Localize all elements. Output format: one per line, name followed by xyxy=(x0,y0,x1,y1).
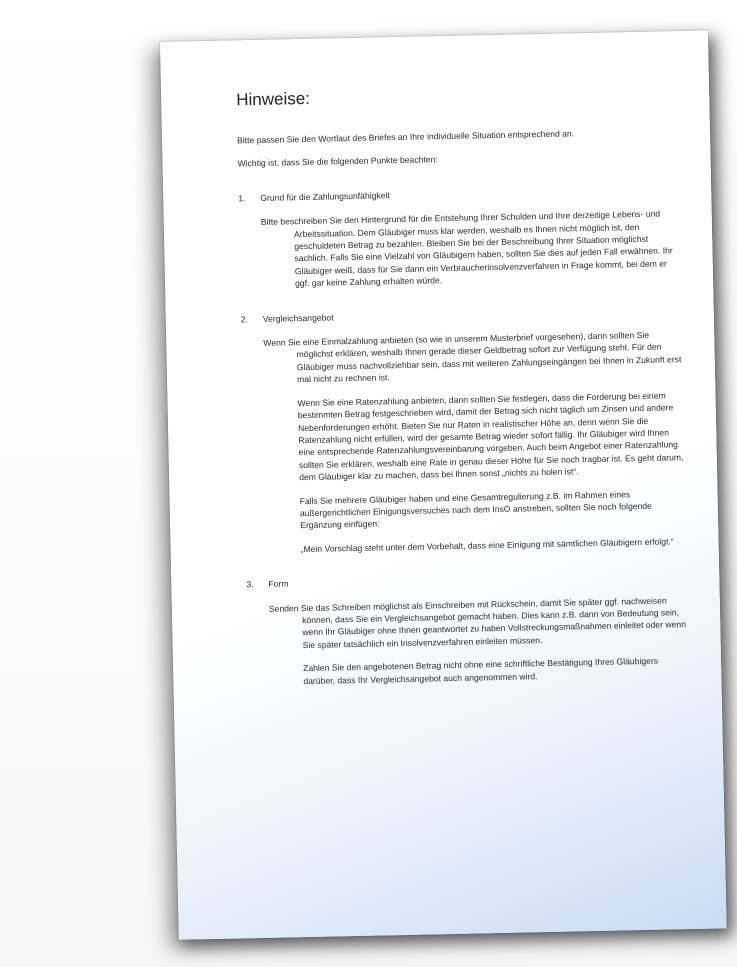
section-heading xyxy=(238,183,678,205)
section-paragraph: Bitte beschreiben Sie den Hintergrund für die Entstehung Ihrer Schulden und Ihre derzeitige Lebens- und Arbeitssituation. Dem Gläubiger muss klar werden, weshalb es Ihnen nicht möglich ist, den geschuldeten Betrag zu bezahlen. Bleiben Sie bei der Beschreibung Ihrer Situation möglichst sachlich. Falls Sie eine Vielzahl von Gläubigern haben, sollten Sie dies auf jeden Fall erwähnen. Ihr Gläubiger weiß, dass für Sie dann ein Verbraucherinsolvenzverfahren in Frage kommt, bei dem er ggf. gar keine Zahlung erhalten würde. xyxy=(260,208,673,289)
document-page xyxy=(160,31,727,940)
section-number: 3. xyxy=(246,579,254,590)
section-paragraph: Falls Sie mehrere Gläubiger haben und eine Gesamtregulierung z.B. im Rahmen eines außergerichtlichen Einigungsversuches nach dem InsO anstreben, sollten Sie noch folgende Ergänzung einfügen: xyxy=(299,488,653,531)
section-paragraph: Senden Sie das Schreiben möglichst als Einschreiben mit Rückschein, damit Sie später ggf. nachweisen können, dass Sie ein Vergleichsangebot gemacht haben. Dies kann z.B. dann von Bedeutung sein, wenn Ihr Gläubiger ohne Ihnen geantwortet zu haben Vollstreckungsmaßnahmen einleitet oder wenn Sie später tatsächlich ein Insolvenzverfahren einleiten müssen. xyxy=(268,595,687,650)
section-heading xyxy=(241,304,681,326)
section-title: Grund für die Zahlungsunfähigkeit xyxy=(260,190,390,203)
quote-paragraph: „Mein Vorschlag steht unter dem Vorbehalt, dass eine Einigung mit sämtlichen Gläubigern erfolgt.“ xyxy=(300,536,674,554)
intro-paragraph: Bitte passen Sie den Wortlaut des Briefes an Ihre individuelle Situation entsprechend an. xyxy=(236,128,575,146)
section-body xyxy=(269,594,689,688)
section-title: Vergleichsangebot xyxy=(262,312,334,324)
section-paragraph: Wenn Sie eine Einmalzahlung anbieten (so wie in unserem Musterbrief vorgesehen), dann sollten Sie möglichst erklären, weshalb Ihnen gerade dieser Geldbetrag sofort zur Verfügung steht. Für den Gläubiger muss nachvollziehbar sein, dass mit weiteren Zahlungseingängen bei Ihnen in Zukunft erst mal nicht zu rechnen ist. xyxy=(263,329,682,385)
section-paragraph: Zahlen Sie den angebotenen Betrag nicht ohne eine schriftliche Bestätigung Ihres Gläubigers darüber, dass Ihr Vergleichsangebot auch angenommen wird. xyxy=(303,655,659,686)
section-title: Form xyxy=(268,578,289,590)
section-heading xyxy=(246,569,686,591)
section-body xyxy=(261,207,680,290)
section-body xyxy=(263,328,685,556)
section-number: 2. xyxy=(240,313,249,325)
intro-paragraph: Wichtig ist, dass Sie die folgenden Punkte beachten: xyxy=(237,154,438,169)
document-content xyxy=(236,81,689,699)
section-number: 1. xyxy=(238,193,246,204)
document-title: Hinweise: xyxy=(236,88,311,110)
section-paragraph: Wenn Sie eine Ratenzahlung anbieten, dann sollten Sie festlegen, dass die Forderung bei einem bestimmten Betrag festgeschrieben wird, damit der Betrag sich nicht täglich um Zinsen und andere Nebenforderungen erhöht. Bieten Sie nur Raten in realistischer Höhe an, denn wenn Sie die Ratenzahlung nicht erfüllen, wird der gesamte Betrag wieder sofort fällig. Ihr Gläubiger wird Ihnen eine entsprechende Ratenzahlungsvereinbarung vorgeben. Auch beim Angebot einer Ratenzahlung sollten Sie erklären, weshalb eine Rate in genau dieser Höhe für Sie noch tragbar ist. Es geht darum, dem Gläubiger klar zu machen, dass bei Ihnen sonst „nichts zu holen ist“. xyxy=(297,390,684,483)
